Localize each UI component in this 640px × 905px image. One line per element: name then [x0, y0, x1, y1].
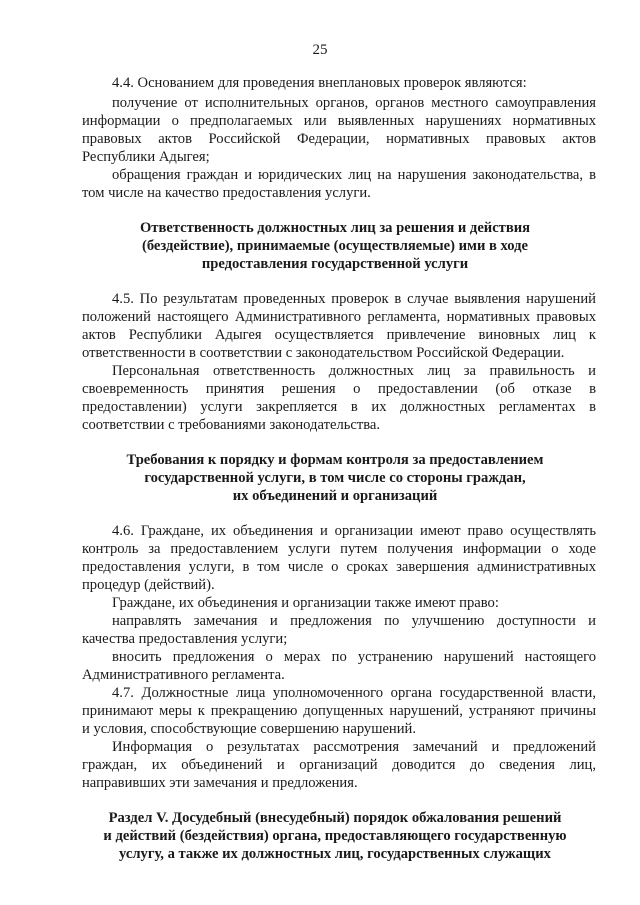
- text-line: 4.7. Должностные лица уполномоченного органа государственной власти,: [112, 685, 596, 701]
- text-line: своевременность принятия решения о предоставлении (об отказе в: [82, 381, 596, 397]
- text-line: Персональная ответственность должностных лиц за правильность и: [112, 363, 596, 379]
- text-line: правовых актов Российской Федерации, нормативных правовых актов: [82, 131, 596, 147]
- text-line: вносить предложения о мерах по устранению нарушений настоящего: [112, 649, 596, 665]
- text-line: актов Республики Адыгея осуществляется привлечение виновных лиц к: [82, 327, 596, 343]
- text-line: принимают меры к прекращению допущенных нарушений, устраняют причины: [82, 703, 596, 719]
- text-line: граждан, их объединений и организаций доводится до сведения лиц,: [82, 757, 596, 773]
- text-line: государственной услуги, в том числе со стороны граждан,: [144, 470, 526, 486]
- text-line: качества предоставления услуги;: [82, 631, 288, 647]
- text-line: услугу, а также их должностных лиц, государственных служащих: [119, 846, 551, 862]
- text-line: 4.5. По результатам проведенных проверок в случае выявления нарушений: [112, 291, 596, 307]
- text-line: их объединений и организаций: [232, 488, 438, 504]
- text-line: соответствии с требованиями законодательства.: [82, 417, 381, 433]
- text-line: Информация о результатах рассмотрения замечаний и предложений: [112, 739, 596, 755]
- text-line: 4.4. Основанием для проведения внеплановых проверок являются:: [112, 75, 527, 91]
- text-line: Граждане, их объединения и организации также имеют право:: [112, 595, 499, 611]
- text-line: предоставлении) услуги закрепляется в их должностных регламентах в: [82, 399, 596, 415]
- text-line: предоставления услуги, в том числе о сроках завершения административных: [82, 559, 596, 575]
- text-line: и условия, способствующие совершению нарушений.: [82, 721, 417, 737]
- text-line: (бездействие), принимаемые (осуществляемые) ими в ходе: [141, 238, 529, 254]
- text-line: ответственности в соответствии с законодательством Российской Федерации.: [82, 345, 565, 361]
- text-line: Республики Адыгея;: [82, 149, 210, 165]
- text-line: Раздел V. Досудебный (внесудебный) порядок обжалования решений: [108, 810, 562, 826]
- text-line: направивших эти замечания и предложения.: [82, 775, 358, 791]
- text-line: обращения граждан и юридических лиц на нарушения законодательства, в: [112, 167, 596, 183]
- text-line: Требования к порядку и формам контроля за предоставлением: [126, 452, 544, 468]
- text-line: получение от исполнительных органов, органов местного самоуправления: [112, 95, 596, 111]
- text-line: предоставления государственной услуги: [201, 256, 469, 272]
- text-line: 4.6. Граждане, их объединения и организации имеют право осуществлять: [112, 523, 596, 539]
- text-line: процедур (действий).: [82, 577, 215, 593]
- text-line: положений настоящего Административного регламента, нормативных правовых: [82, 309, 596, 325]
- text-line: том числе на качество предоставления услуги.: [82, 185, 371, 201]
- text-line: направлять замечания и предложения по улучшению доступности и: [112, 613, 596, 629]
- text-line: Ответственность должностных лиц за решения и действия: [139, 220, 531, 236]
- text-line: информации о предполагаемых или выявленных нарушениях нормативных: [82, 113, 596, 129]
- page-number: 25: [312, 42, 328, 58]
- text-line: контроль за предоставлением услуги путем получения информации о ходе: [82, 541, 596, 557]
- text-line: Административного регламента.: [82, 667, 285, 683]
- text-line: и действий (бездействия) органа, предоставляющего государственную: [103, 828, 567, 844]
